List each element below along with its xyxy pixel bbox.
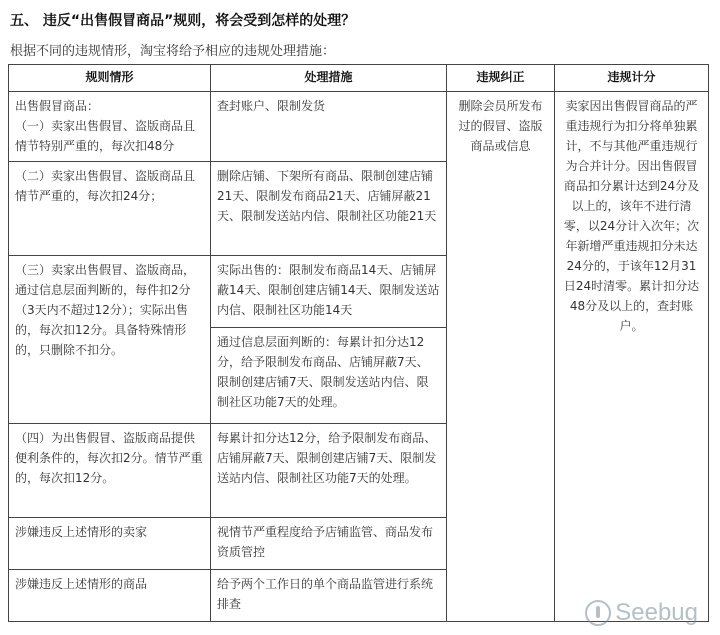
measure-cell: 查封账户、限制发货 [211,92,447,162]
measure-cell: 删除店铺、下架所有商品、限制创建店铺21天、限制发布商品21天、店铺屏蔽21天、限制发送站内信、限制社区功能21天 [211,162,447,256]
table-header-row [9,65,709,92]
measure-cell: 通过信息层面判断的：每累计扣分达12分，给予限制发布商品、店铺屏蔽7天、限制创建店铺7天、限制发送站内信、限制社区功能7天的处理。 [211,328,447,424]
measure-cell: 给予两个工作日的单个商品监管进行系统排查 [211,570,447,622]
watermark [585,599,698,627]
measure-cell: 每累计扣分达12分，给予限制发布商品、店铺屏蔽7天、限制创建店铺7天、限制发送站内信、限制社区功能7天的处理。 [211,424,447,518]
scoring-cell: 卖家因出售假冒商品的严重违规行为扣分将单独累计，不与其他严重违规行为合并计分。因出售假冒商品扣分累计达到24分及以上的，该年不进行清零，以24分计入次年；次年新增严重违规扣分未达24分的，于该年12月31日24时清零。累计扣分达48分及以上的，查封账户。 [555,92,709,622]
intro-text: 根据不同的违规情形，淘宝将给予相应的违规处理措施： [10,44,336,59]
rules-table [8,64,709,622]
situation-cell: （二）卖家出售假冒、盗版商品且情节严重的，每次扣24分； [9,162,211,256]
situation-cell: 出售假冒商品： （一）卖家出售假冒、盗版商品且情节特别严重的，每次扣48分 [9,92,211,162]
table-row [9,92,709,162]
situation-cell: （三）卖家出售假冒、盗版商品，通过信息层面判断的，每件扣2分（3天内不超过12分）；实际出售的，每次扣12分。具备特殊情形的，只删除不扣分。 [9,256,211,424]
section-heading: 五、 违反“出售假冒商品”规则，将会受到怎样的处理？ [10,13,356,29]
header-measure: 处理措施 [211,65,447,92]
watermark-text: Seebug [615,599,698,626]
correction-cell: 删除会员所发布过的假冒、盗版商品或信息 [447,92,555,622]
measure-cell: 实际出售的：限制发布商品14天、店铺屏蔽14天、限制创建店铺14天、限制发送站内信、限制社区功能14天 [211,256,447,328]
header-scoring: 违规计分 [555,65,709,92]
header-situation: 规则情形 [9,65,211,92]
situation-cell: （四）为出售假冒、盗版商品提供便利条件的，每次扣2分。情节严重的，每次扣12分。 [9,424,211,518]
header-correction: 违规纠正 [447,65,555,92]
situation-cell: 涉嫌违反上述情形的卖家 [9,518,211,570]
measure-cell: 视情节严重程度给予店铺监管、商品发布资质管控 [211,518,447,570]
situation-cell: 涉嫌违反上述情形的商品 [9,570,211,622]
seebug-logo-icon [585,600,611,626]
